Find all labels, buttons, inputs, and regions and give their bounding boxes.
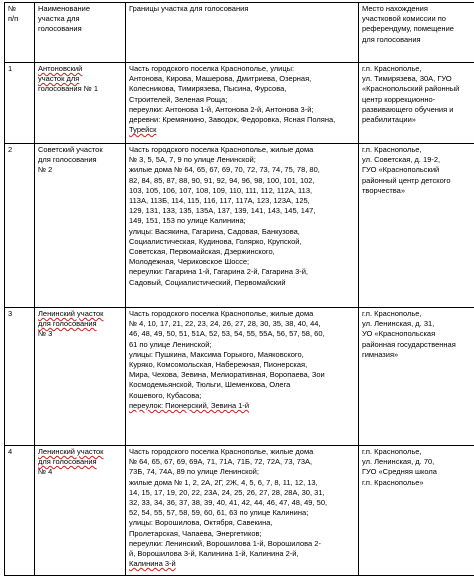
district-name bbox=[35, 144, 126, 308]
location-line: ГУО «Краснопольский bbox=[362, 165, 474, 175]
borders-line: Калинина 3-й bbox=[129, 559, 356, 569]
borders-line: Садовый, Социалистический, Первомайский bbox=[129, 278, 356, 288]
district-name-line: Советский участок bbox=[38, 145, 123, 155]
location-line: г.п. Краснополье, bbox=[362, 145, 474, 155]
district-name bbox=[35, 446, 126, 576]
district-name-line: № 4 bbox=[38, 467, 123, 477]
district-name bbox=[35, 63, 126, 144]
district-name-line: Ленинский участок bbox=[38, 447, 123, 457]
location-line: ул. Советская, д. 19-2, bbox=[362, 155, 474, 165]
borders-line: № 3, 5, 5А, 7, 9 по улице Ленинской; bbox=[129, 155, 356, 165]
borders-line: 61 по улице Ленинской; bbox=[129, 340, 356, 350]
header-text-line: Границы участка для голосования bbox=[129, 4, 356, 14]
district-borders bbox=[126, 63, 359, 144]
borders-line: Турейск bbox=[129, 125, 356, 135]
polling-districts-table bbox=[4, 2, 474, 576]
district-name-line: Ленинский участок bbox=[38, 309, 123, 319]
table-header-row bbox=[5, 3, 474, 63]
borders-line: 82, 84, 85, 87, 88, 90, 91, 92, 94, 96, 98, 100, 101, 102, bbox=[129, 176, 356, 186]
district-borders bbox=[126, 308, 359, 446]
row-number bbox=[5, 308, 35, 446]
header-text-line: референдуму, помещение bbox=[362, 24, 474, 34]
row-number bbox=[5, 144, 35, 308]
borders-line: Часть городского поселка Краснополье, улицы: bbox=[129, 64, 356, 74]
borders-line: Строителей, Зеленая Роща; bbox=[129, 95, 356, 105]
commission-location bbox=[359, 446, 474, 576]
borders-line: 52, 54, 55, 57, 58, 59, 60, 61, 63 по улице Калинина; bbox=[129, 508, 356, 518]
borders-line: улицы: Васякина, Гагарина, Садовая, Банкузова, bbox=[129, 227, 356, 237]
borders-line: 73Б, 74, 74А, 89 по улице Ленинской; bbox=[129, 467, 356, 477]
borders-line: 149, 151, 153 по улице Калинина; bbox=[129, 216, 356, 226]
location-line: творчества» bbox=[362, 186, 474, 196]
location-line: «Краснопольский районный bbox=[362, 84, 474, 94]
district-borders bbox=[126, 446, 359, 576]
location-line: районный центр детского bbox=[362, 176, 474, 186]
borders-line: деревни: Кремянкино, Заводок, Федоровка, Ясная Поляна, bbox=[129, 115, 356, 125]
borders-line: переулки: Антонова 1-й, Антонова 2-й, Антонова 3-й; bbox=[129, 105, 356, 115]
district-borders bbox=[126, 144, 359, 308]
borders-line: № 64, 65, 67, 69, 69А, 71, 71А, 71Б, 72, 72А, 73, 73А, bbox=[129, 457, 356, 467]
location-line: г.п. Краснополье, bbox=[362, 447, 474, 457]
district-name-line: голосования № 1 bbox=[38, 84, 123, 94]
location-line: ул. Ленинская, д. 31, bbox=[362, 319, 474, 329]
header-location bbox=[359, 3, 474, 63]
header-text-line: п/п bbox=[8, 14, 32, 24]
row-number bbox=[5, 446, 35, 576]
table-row bbox=[5, 144, 474, 308]
borders-line: Пролетарская, Чапаева, Энергетиков; bbox=[129, 529, 356, 539]
row-number-text: 2 bbox=[8, 145, 32, 155]
header-borders bbox=[126, 3, 359, 63]
borders-line: переулки: Ленинский, Ворошилова 1-й, Ворошилова 2- bbox=[129, 539, 356, 549]
district-name-line: Антоновский bbox=[38, 64, 123, 74]
borders-line: 32, 33, 34, 36, 37, 38, 39, 40, 41, 42, 44, 46, 47, 48, 49, 50, bbox=[129, 498, 356, 508]
district-name bbox=[35, 308, 126, 446]
borders-line: Часть городского поселка Краснополье, жилые дома bbox=[129, 447, 356, 457]
borders-line: 103, 105, 106, 107, 108, 109, 110, 111, 112, 112А, 113, bbox=[129, 186, 356, 196]
district-name-line: № 3 bbox=[38, 329, 123, 339]
row-number-text: 3 bbox=[8, 309, 32, 319]
row-number-text: 4 bbox=[8, 447, 32, 457]
borders-line: й, Ворошилова 3-й, Калинина 1-й, Калинина 2-й, bbox=[129, 549, 356, 559]
table-row bbox=[5, 308, 474, 446]
commission-location bbox=[359, 144, 474, 308]
row-number bbox=[5, 63, 35, 144]
borders-line: Часть городского поселка Краснополье, жилые дома bbox=[129, 145, 356, 155]
borders-line: переулок: Пионерский, Зевина 1-й bbox=[129, 401, 356, 411]
location-line: реабилитации» bbox=[362, 115, 474, 125]
location-line: г.п. Краснополье» bbox=[362, 478, 474, 488]
borders-line: Советская, Первомайская, Дзержинского, bbox=[129, 247, 356, 257]
district-name-line: для голосования bbox=[38, 319, 123, 329]
borders-line: Куряко, Комсомольская, Набережная, Пионерская, bbox=[129, 360, 356, 370]
location-line: районная государственная bbox=[362, 340, 474, 350]
location-line: ул. Ленинская, д. 70, bbox=[362, 457, 474, 467]
header-text-line: № bbox=[8, 4, 32, 14]
location-line: г.п. Краснополье, bbox=[362, 64, 474, 74]
table-row bbox=[5, 446, 474, 576]
header-text-line: участковой комиссии по bbox=[362, 14, 474, 24]
header-name bbox=[35, 3, 126, 63]
header-text-line: Наименование bbox=[38, 4, 123, 14]
location-line: гимназия» bbox=[362, 350, 474, 360]
location-line: г.п. Краснополье, bbox=[362, 309, 474, 319]
borders-line: № 4, 10, 17, 21, 22, 23, 24, 26, 27, 28, 30, 35, 38, 40, 44, bbox=[129, 319, 356, 329]
borders-line: жилые дома № 1, 2, 2А, 2Г, 2Ж, 4, 5, 6, 7, 8, 11, 12, 13, bbox=[129, 478, 356, 488]
location-line: центр коррекционно- bbox=[362, 95, 474, 105]
borders-line: 46, 48, 49, 50, 51, 51А, 52, 53, 54, 55, 55А, 56, 57, 58, 60, bbox=[129, 329, 356, 339]
borders-line: 14, 15, 17, 19, 20, 22, 23А, 24, 25, 26, 27, 28, 28А, 30, 31, bbox=[129, 488, 356, 498]
commission-location bbox=[359, 308, 474, 446]
borders-line: Космодемьянской, Тюльги, Шеменкова, Олега bbox=[129, 380, 356, 390]
district-name-line: участок для bbox=[38, 74, 123, 84]
district-name-line: № 2 bbox=[38, 165, 123, 175]
borders-line: Колесникова, Тимирязева, Пысина, Фурсова, bbox=[129, 84, 356, 94]
location-line: УО «Краснопольская bbox=[362, 329, 474, 339]
borders-line: Часть городского поселка Краснополье, жилые дома bbox=[129, 309, 356, 319]
district-name-line: для голосования bbox=[38, 457, 123, 467]
district-name-line: для голосования bbox=[38, 155, 123, 165]
header-number bbox=[5, 3, 35, 63]
borders-line: жилые дома № 64, 65, 67, 69, 70, 72, 73, 74, 75, 78, 80, bbox=[129, 165, 356, 175]
header-text-line: для голосования bbox=[362, 35, 474, 45]
borders-line: улицы: Ворошилова, Октября, Савекина, bbox=[129, 518, 356, 528]
row-number-text: 1 bbox=[8, 64, 32, 74]
borders-line: Молодежная, Чериковское Шоссе; bbox=[129, 257, 356, 267]
location-line: развивающего обучения и bbox=[362, 105, 474, 115]
header-text-line: Место нахождения bbox=[362, 4, 474, 14]
location-line: ул. Тимирязева, 30А, ГУО bbox=[362, 74, 474, 84]
borders-line: Социалистическая, Кудинова, Голярко, Крупской, bbox=[129, 237, 356, 247]
borders-line: переулки: Гагарина 1-й, Гагарина 2-й, Гагарина 3-й, bbox=[129, 267, 356, 277]
table-row bbox=[5, 63, 474, 144]
borders-line: 129, 131, 133, 135, 135А, 137, 139, 141, 143, 145, 147, bbox=[129, 206, 356, 216]
borders-line: Мира, Чехова, Зевина, Мелиоративная, Воропаева, Зои bbox=[129, 370, 356, 380]
header-text-line: голосования bbox=[38, 24, 123, 34]
commission-location bbox=[359, 63, 474, 144]
borders-line: улицы: Пушкина, Максима Горького, Маяковского, bbox=[129, 350, 356, 360]
borders-line: Кошевого, Кубасова; bbox=[129, 391, 356, 401]
location-line: ГУО «Средняя школа bbox=[362, 467, 474, 477]
borders-line: 113А, 113Б, 114, 115, 116, 117, 117А, 123, 123А, 125, bbox=[129, 196, 356, 206]
borders-line: Антонова, Кирова, Машерова, Дмитриева, Озерная, bbox=[129, 74, 356, 84]
header-text-line: участка для bbox=[38, 14, 123, 24]
